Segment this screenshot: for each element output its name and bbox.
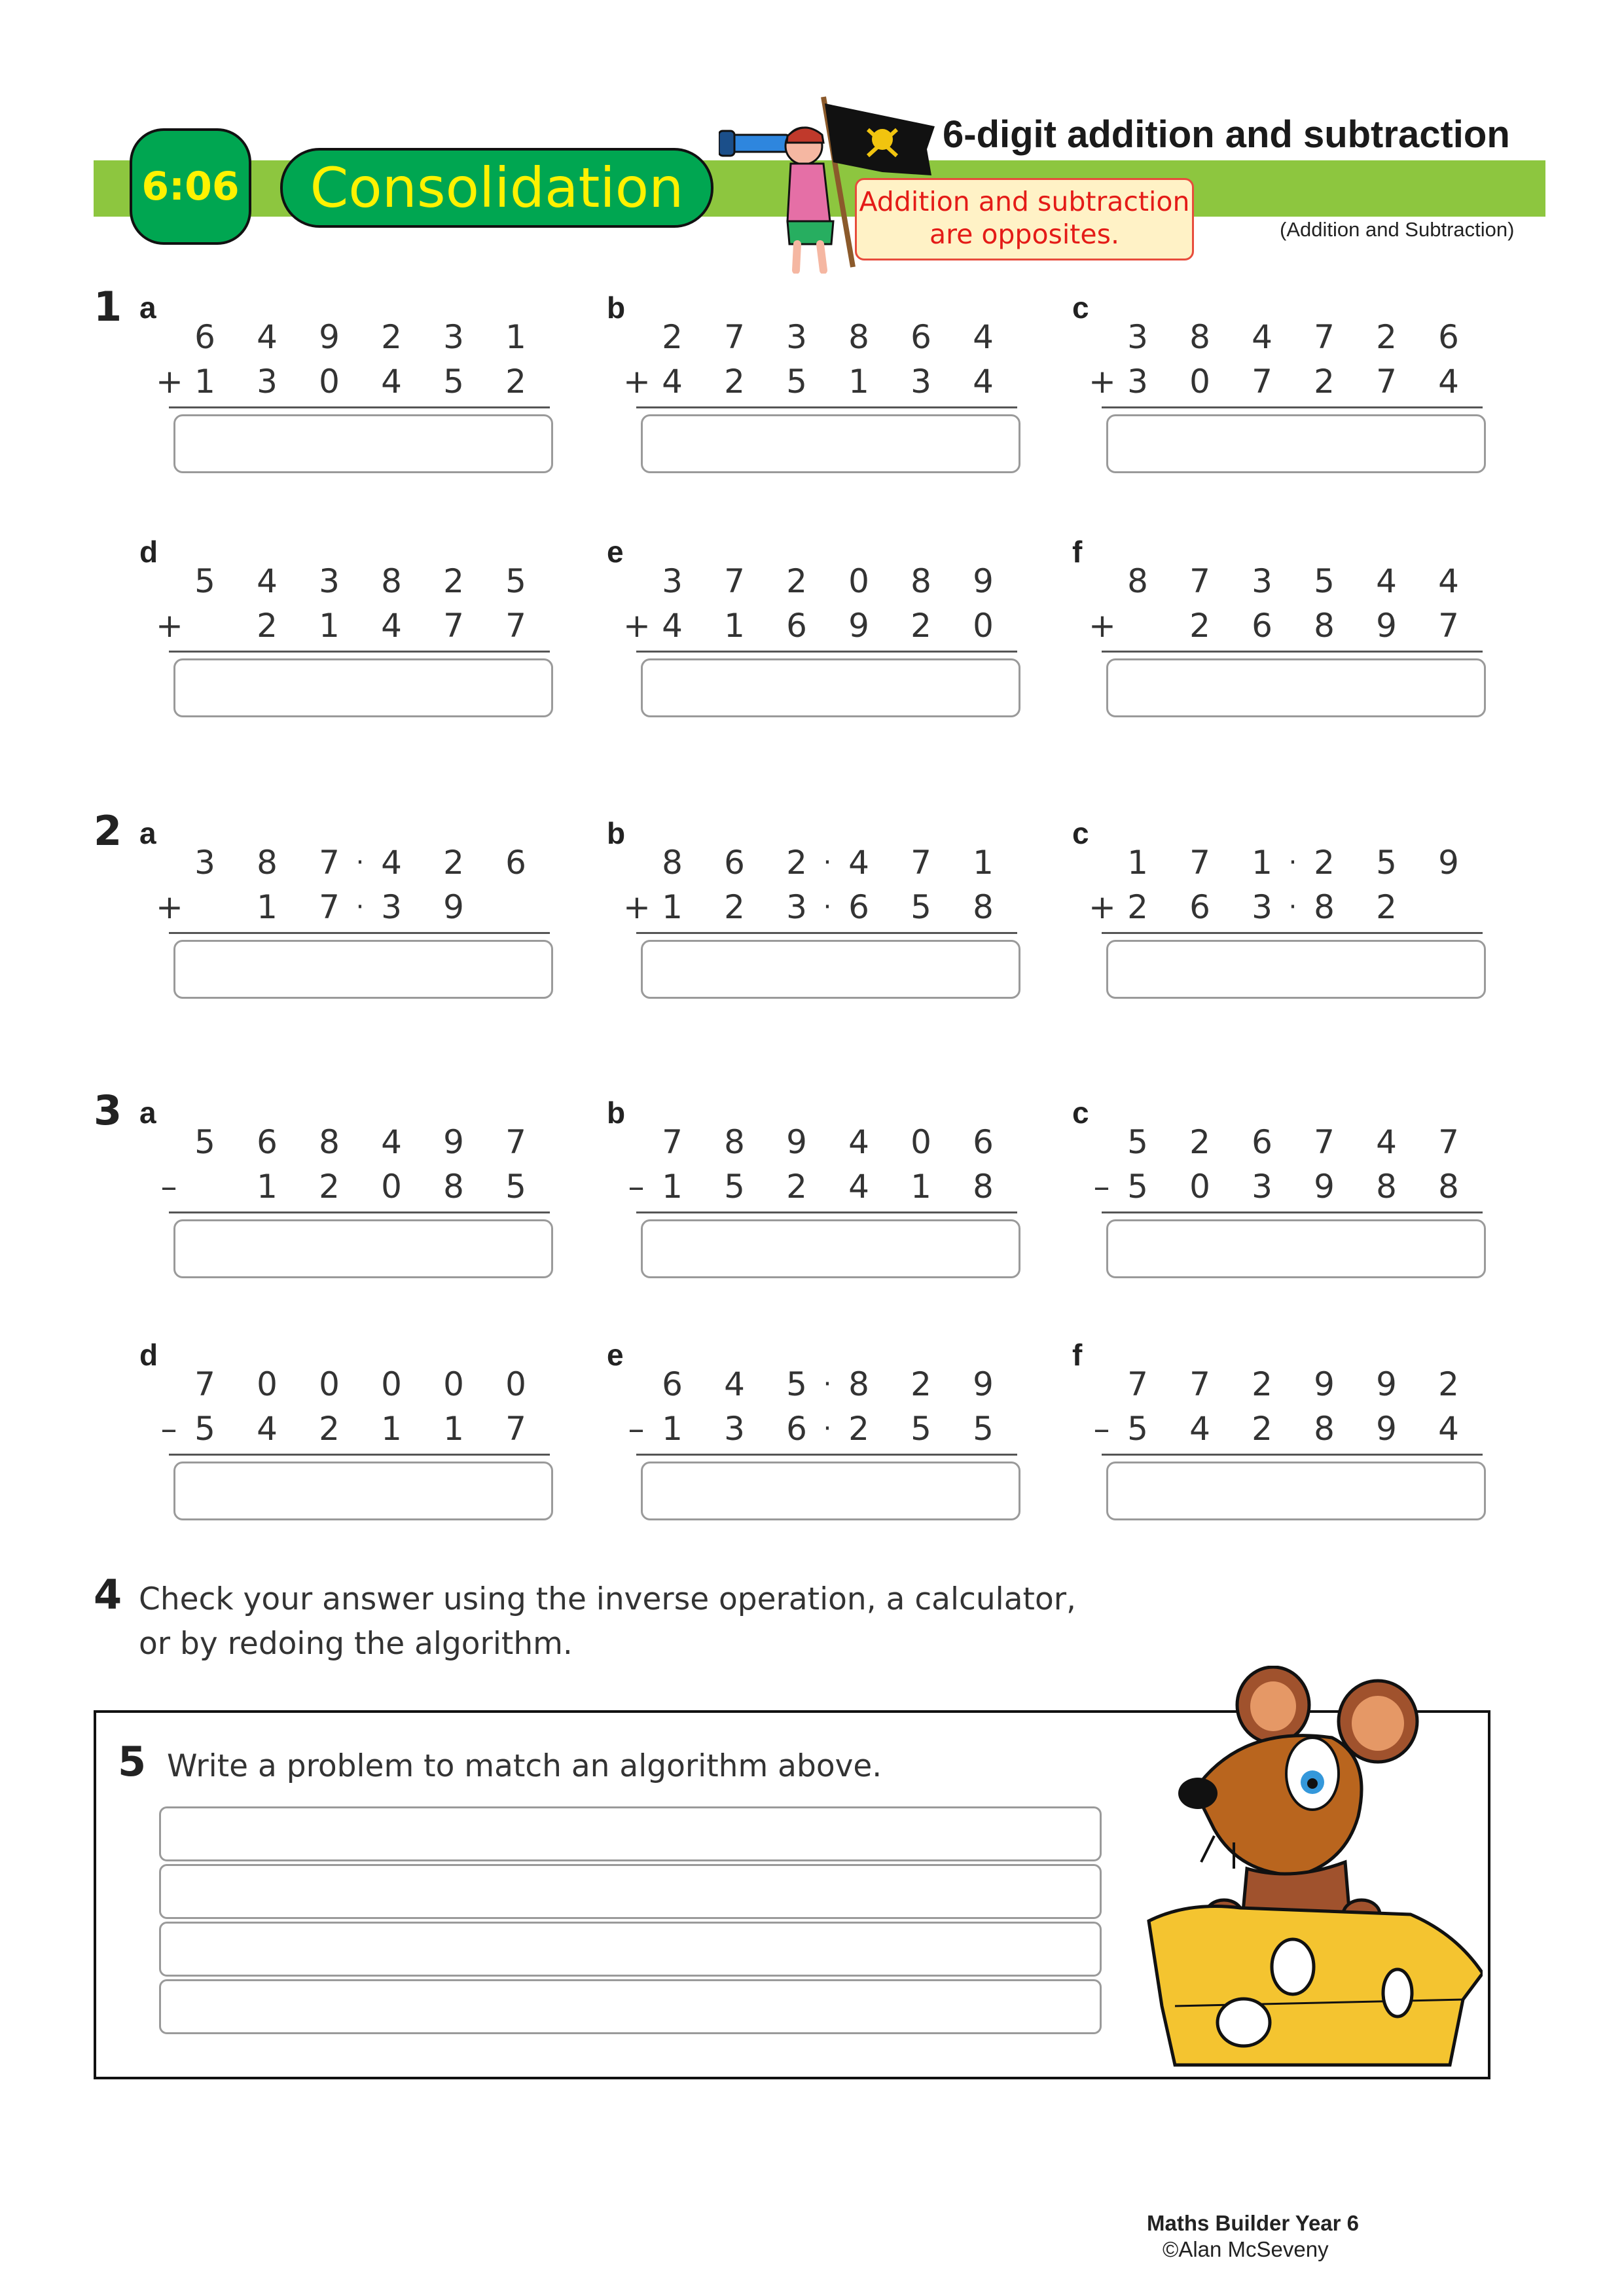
q3-part-c-top-digit: 4 — [1376, 1123, 1397, 1161]
q3-part-a-top-digit: 7 — [505, 1123, 526, 1161]
q3-part-f-top-digit: 9 — [1314, 1365, 1335, 1403]
q3-part-f-answer-box[interactable] — [1106, 1462, 1486, 1520]
q3-part-a-top-digit: 4 — [381, 1123, 402, 1161]
q2-part-c-top-digit: 5 — [1376, 844, 1397, 882]
q3-part-a-label: a — [139, 1096, 156, 1130]
q1-part-d-bottom-digit: 1 — [319, 607, 340, 645]
q2-part-b-rule — [636, 932, 1017, 934]
q1-part-a-bottom-digit: 4 — [381, 363, 402, 401]
q2-part-b-bottom-digit: 6 — [848, 888, 869, 926]
q1-part-a-operator: + — [156, 363, 183, 401]
q2-part-a-bottom-digit: 7 — [319, 888, 340, 926]
q1-part-d-top-digit: 2 — [443, 562, 464, 600]
q3-part-a-top-digit: 9 — [443, 1123, 464, 1161]
q1-part-c-bottom-digit: 0 — [1189, 363, 1210, 401]
q3-part-f-top-digit: 2 — [1438, 1365, 1459, 1403]
q3-part-e-top-digit: 6 — [662, 1365, 683, 1403]
q3-part-d-label: d — [139, 1338, 158, 1372]
q3-part-b-top-digit: 4 — [848, 1123, 869, 1161]
q3-part-c-bottom-digit: 9 — [1314, 1168, 1335, 1206]
q1-part-b-operator: + — [623, 363, 651, 401]
question-4-number: 4 — [94, 1571, 122, 1619]
q2-part-c-top-decimal-point: · — [1288, 848, 1297, 878]
q2-part-c-rule — [1102, 932, 1483, 934]
q1-part-a-top-digit: 6 — [194, 318, 215, 356]
q1-part-a-label: a — [139, 291, 156, 325]
q2-part-b-top-digit: 6 — [724, 844, 745, 882]
q1-part-e-operator: + — [623, 607, 651, 645]
q1-part-e-answer-box[interactable] — [641, 658, 1020, 717]
q1-part-a-bottom-digit: 3 — [257, 363, 278, 401]
footer-copyright: ©Alan McSeveny — [1163, 2237, 1329, 2261]
q3-part-e-rule — [636, 1454, 1017, 1456]
q3-part-d-top-digit: 0 — [319, 1365, 340, 1403]
q3-part-a-top-digit: 5 — [194, 1123, 215, 1161]
q3-part-b-top-digit: 8 — [724, 1123, 745, 1161]
q3-part-c-bottom-digit: 8 — [1376, 1168, 1397, 1206]
q3-part-f-top-digit: 2 — [1252, 1365, 1272, 1403]
q2-part-c-answer-box[interactable] — [1106, 940, 1486, 999]
q1-part-b-top-digit: 2 — [662, 318, 683, 356]
q2-part-c-bottom-digit: 2 — [1376, 888, 1397, 926]
q3-part-a-bottom-digit: 2 — [319, 1168, 340, 1206]
q1-part-c-top-digit: 4 — [1252, 318, 1272, 356]
q1-part-e-top-digit: 7 — [724, 562, 745, 600]
q1-part-f-top-digit: 7 — [1189, 562, 1210, 600]
q3-part-c-top-digit: 2 — [1189, 1123, 1210, 1161]
q3-part-d-top-digit: 0 — [381, 1365, 402, 1403]
page-title: Consolidation — [280, 148, 713, 228]
q2-part-c-top-digit: 7 — [1189, 844, 1210, 882]
q1-part-a-answer-box[interactable] — [173, 414, 553, 473]
q1-part-d-bottom-digit: 7 — [443, 607, 464, 645]
q1-part-b-top-digit: 6 — [911, 318, 931, 356]
q1-part-a-top-digit: 1 — [505, 318, 526, 356]
mouse-in-cheese-illustration — [1136, 1666, 1483, 2072]
answer-line-2[interactable] — [159, 1864, 1102, 1919]
q3-part-e-bottom-digit: 5 — [911, 1410, 931, 1448]
q3-part-b-answer-box[interactable] — [641, 1219, 1020, 1278]
q2-part-a-bottom-decimal-point: · — [355, 892, 365, 922]
q1-part-f-top-digit: 3 — [1252, 562, 1272, 600]
q1-part-c-label: c — [1072, 291, 1089, 325]
q3-part-e-top-digit: 5 — [786, 1365, 807, 1403]
q2-part-c-bottom-digit: 3 — [1252, 888, 1272, 926]
q2-part-c-bottom-decimal-point: · — [1288, 892, 1297, 922]
q1-part-c-operator: + — [1089, 363, 1116, 401]
q2-part-b-bottom-decimal-point: · — [823, 892, 832, 922]
q1-part-d-top-digit: 8 — [381, 562, 402, 600]
q3-part-c-bottom-digit: 8 — [1438, 1168, 1459, 1206]
q3-part-c-rule — [1102, 1211, 1483, 1213]
q1-part-b-answer-box[interactable] — [641, 414, 1020, 473]
q3-part-c-top-digit: 5 — [1127, 1123, 1148, 1161]
q1-part-e-top-digit: 3 — [662, 562, 683, 600]
q3-part-f-top-digit: 9 — [1376, 1365, 1397, 1403]
q1-part-f-top-digit: 4 — [1376, 562, 1397, 600]
q1-part-c-top-digit: 6 — [1438, 318, 1459, 356]
q1-part-f-top-digit: 5 — [1314, 562, 1335, 600]
q3-part-c-bottom-digit: 0 — [1189, 1168, 1210, 1206]
q1-part-d-top-digit: 5 — [194, 562, 215, 600]
q1-part-b-label: b — [607, 291, 626, 325]
question-4-text — [139, 1577, 1076, 1666]
q1-part-f-bottom-digit: 8 — [1314, 607, 1335, 645]
q1-part-b-rule — [636, 406, 1017, 408]
q3-part-b-top-digit: 9 — [786, 1123, 807, 1161]
q1-part-e-top-digit: 9 — [973, 562, 994, 600]
question-1-number: 1 — [94, 283, 122, 331]
q3-part-f-bottom-digit: 4 — [1189, 1410, 1210, 1448]
q1-part-e-top-digit: 2 — [786, 562, 807, 600]
footer-book-title: Maths Builder Year 6 — [1147, 2211, 1360, 2235]
q3-part-e-top-decimal-point: · — [823, 1369, 832, 1399]
lesson-code: 6:06 — [130, 128, 251, 245]
q1-part-f-answer-box[interactable] — [1106, 658, 1486, 717]
q2-part-c-top-digit: 2 — [1314, 844, 1335, 882]
q1-part-f-bottom-digit: 7 — [1438, 607, 1459, 645]
q3-part-b-bottom-digit: 4 — [848, 1168, 869, 1206]
q1-part-f-bottom-digit: 2 — [1189, 607, 1210, 645]
q1-part-b-bottom-digit: 5 — [786, 363, 807, 401]
q3-part-d-bottom-digit: 7 — [505, 1410, 526, 1448]
q1-part-a-bottom-digit: 2 — [505, 363, 526, 401]
q1-part-c-rule — [1102, 406, 1483, 408]
tip-line-1: Addition and subtraction — [859, 186, 1190, 217]
q1-part-b-top-digit: 7 — [724, 318, 745, 356]
q1-part-f-rule — [1102, 651, 1483, 653]
q3-part-f-top-digit: 7 — [1127, 1365, 1148, 1403]
q3-part-e-top-digit: 9 — [973, 1365, 994, 1403]
q2-part-a-label: a — [139, 816, 156, 850]
q2-part-c-bottom-digit: 6 — [1189, 888, 1210, 926]
q3-part-e-answer-box[interactable] — [641, 1462, 1020, 1520]
q2-part-a-top-digit: 4 — [381, 844, 402, 882]
q3-part-b-top-digit: 7 — [662, 1123, 683, 1161]
q2-part-b-bottom-digit: 3 — [786, 888, 807, 926]
q2-part-b-bottom-digit: 5 — [911, 888, 931, 926]
q3-part-e-top-digit: 2 — [911, 1365, 931, 1403]
q1-part-f-top-digit: 8 — [1127, 562, 1148, 600]
q3-part-d-bottom-digit: 1 — [381, 1410, 402, 1448]
q1-part-b-bottom-digit: 2 — [724, 363, 745, 401]
q3-part-e-bottom-digit: 3 — [724, 1410, 745, 1448]
q2-part-c-operator: + — [1089, 888, 1116, 926]
q3-part-b-bottom-digit: 5 — [724, 1168, 745, 1206]
q2-part-b-label: b — [607, 816, 626, 850]
q2-part-a-bottom-digit: 3 — [381, 888, 402, 926]
q3-part-f-bottom-digit: 4 — [1438, 1410, 1459, 1448]
q2-part-b-bottom-digit: 8 — [973, 888, 994, 926]
q1-part-e-top-digit: 8 — [911, 562, 931, 600]
q3-part-d-bottom-digit: 1 — [443, 1410, 464, 1448]
question-2-number: 2 — [94, 807, 122, 855]
q2-part-b-operator: + — [623, 888, 651, 926]
q1-part-c-top-digit: 3 — [1127, 318, 1148, 356]
q1-part-e-bottom-digit: 9 — [848, 607, 869, 645]
q1-part-d-top-digit: 4 — [257, 562, 278, 600]
q1-part-a-top-digit: 4 — [257, 318, 278, 356]
q3-part-a-operator: – — [160, 1168, 177, 1206]
q3-part-d-bottom-digit: 4 — [257, 1410, 278, 1448]
q1-part-c-bottom-digit: 4 — [1438, 363, 1459, 401]
q2-part-b-top-digit: 4 — [848, 844, 869, 882]
q1-part-f-bottom-digit: 9 — [1376, 607, 1397, 645]
q3-part-b-bottom-digit: 1 — [911, 1168, 931, 1206]
q3-part-c-answer-box[interactable] — [1106, 1219, 1486, 1278]
q1-part-c-bottom-digit: 7 — [1376, 363, 1397, 401]
q1-part-d-top-digit: 3 — [319, 562, 340, 600]
q3-part-f-bottom-digit: 8 — [1314, 1410, 1335, 1448]
q1-part-a-bottom-digit: 5 — [443, 363, 464, 401]
q3-part-f-label: f — [1072, 1338, 1083, 1372]
q3-part-a-bottom-digit: 1 — [257, 1168, 278, 1206]
topic-heading: 6-digit addition and subtraction — [943, 113, 1510, 156]
q3-part-b-label: b — [607, 1096, 626, 1130]
q3-part-e-bottom-decimal-point: · — [823, 1414, 832, 1444]
question-3-number: 3 — [94, 1086, 122, 1134]
q3-part-a-bottom-digit: 8 — [443, 1168, 464, 1206]
q1-part-f-label: f — [1072, 535, 1083, 569]
q3-part-e-top-digit: 4 — [724, 1365, 745, 1403]
q2-part-c-label: c — [1072, 816, 1089, 850]
q1-part-a-bottom-digit: 0 — [319, 363, 340, 401]
q3-part-d-bottom-digit: 5 — [194, 1410, 215, 1448]
q1-part-a-rule — [169, 406, 550, 408]
q3-part-d-top-digit: 0 — [257, 1365, 278, 1403]
q3-part-c-bottom-digit: 3 — [1252, 1168, 1272, 1206]
q2-part-c-top-digit: 1 — [1127, 844, 1148, 882]
q3-part-c-bottom-digit: 5 — [1127, 1168, 1148, 1206]
q1-part-d-operator: + — [156, 607, 183, 645]
answer-line-4[interactable] — [159, 1979, 1102, 2034]
q2-part-b-top-digit: 2 — [786, 844, 807, 882]
q1-part-c-answer-box[interactable] — [1106, 414, 1486, 473]
q3-part-c-top-digit: 7 — [1314, 1123, 1335, 1161]
q3-part-b-rule — [636, 1211, 1017, 1213]
q1-part-b-top-digit: 3 — [786, 318, 807, 356]
q3-part-c-label: c — [1072, 1096, 1089, 1130]
q2-part-a-top-digit: 3 — [194, 844, 215, 882]
q2-part-a-bottom-digit: 1 — [257, 888, 278, 926]
q2-part-b-bottom-digit: 1 — [662, 888, 683, 926]
tip-box — [855, 178, 1194, 260]
q1-part-e-bottom-digit: 6 — [786, 607, 807, 645]
q3-part-c-top-digit: 6 — [1252, 1123, 1272, 1161]
q1-part-c-top-digit: 2 — [1376, 318, 1397, 356]
question-5-number: 5 — [118, 1738, 147, 1785]
q1-part-e-rule — [636, 651, 1017, 653]
q3-part-d-bottom-digit: 2 — [319, 1410, 340, 1448]
q2-part-b-top-digit: 8 — [662, 844, 683, 882]
q1-part-d-rule — [169, 651, 550, 653]
q1-part-e-bottom-digit: 1 — [724, 607, 745, 645]
q1-part-d-label: d — [139, 535, 158, 569]
q3-part-e-bottom-digit: 6 — [786, 1410, 807, 1448]
q2-part-b-top-decimal-point: · — [823, 848, 832, 878]
q3-part-b-top-digit: 6 — [973, 1123, 994, 1161]
q3-part-e-label: e — [607, 1338, 624, 1372]
q2-part-b-answer-box[interactable] — [641, 940, 1020, 999]
tip-line-2: are opposites. — [929, 219, 1119, 250]
question-4-line-1: Check your answer using the inverse operation, a calculator, — [139, 1581, 1076, 1617]
q1-part-e-top-digit: 0 — [848, 562, 869, 600]
q1-part-f-bottom-digit: 6 — [1252, 607, 1272, 645]
q2-part-b-top-digit: 1 — [973, 844, 994, 882]
q3-part-b-bottom-digit: 2 — [786, 1168, 807, 1206]
q1-part-a-top-digit: 2 — [381, 318, 402, 356]
q3-part-f-rule — [1102, 1454, 1483, 1456]
q1-part-e-bottom-digit: 2 — [911, 607, 931, 645]
q1-part-c-top-digit: 7 — [1314, 318, 1335, 356]
q3-part-a-bottom-digit: 0 — [381, 1168, 402, 1206]
q1-part-c-bottom-digit: 2 — [1314, 363, 1335, 401]
q3-part-f-top-digit: 7 — [1189, 1365, 1210, 1403]
q1-part-d-bottom-digit: 4 — [381, 607, 402, 645]
q2-part-c-top-digit: 1 — [1252, 844, 1272, 882]
q3-part-f-bottom-digit: 9 — [1376, 1410, 1397, 1448]
q2-part-a-bottom-digit: 9 — [443, 888, 464, 926]
q3-part-d-top-digit: 0 — [505, 1365, 526, 1403]
q1-part-f-top-digit: 4 — [1438, 562, 1459, 600]
q1-part-a-top-digit: 3 — [443, 318, 464, 356]
q2-part-a-top-digit: 8 — [257, 844, 278, 882]
q3-part-b-operator: – — [628, 1168, 645, 1206]
answer-line-3[interactable] — [159, 1922, 1102, 1977]
q1-part-c-top-digit: 8 — [1189, 318, 1210, 356]
q1-part-d-bottom-digit: 7 — [505, 607, 526, 645]
q2-part-a-answer-box[interactable] — [173, 940, 553, 999]
q2-part-a-top-digit: 7 — [319, 844, 340, 882]
q2-part-c-bottom-digit: 2 — [1127, 888, 1148, 926]
q1-part-b-bottom-digit: 3 — [911, 363, 931, 401]
q1-part-b-bottom-digit: 4 — [662, 363, 683, 401]
q1-part-b-top-digit: 8 — [848, 318, 869, 356]
q2-part-a-operator: + — [156, 888, 183, 926]
q3-part-d-top-digit: 7 — [194, 1365, 215, 1403]
q3-part-e-bottom-digit: 1 — [662, 1410, 683, 1448]
q3-part-d-answer-box[interactable] — [173, 1462, 553, 1520]
q3-part-b-bottom-digit: 8 — [973, 1168, 994, 1206]
q3-part-e-bottom-digit: 2 — [848, 1410, 869, 1448]
q2-part-c-top-digit: 9 — [1438, 844, 1459, 882]
q2-part-b-bottom-digit: 2 — [724, 888, 745, 926]
q1-part-e-label: e — [607, 535, 624, 569]
question-4-line-2: or by redoing the algorithm. — [139, 1626, 573, 1662]
q3-part-c-operator: – — [1093, 1168, 1110, 1206]
q3-part-a-answer-box[interactable] — [173, 1219, 553, 1278]
q3-part-a-top-digit: 8 — [319, 1123, 340, 1161]
q1-part-e-bottom-digit: 4 — [662, 607, 683, 645]
q3-part-a-top-digit: 6 — [257, 1123, 278, 1161]
q3-part-e-top-digit: 8 — [848, 1365, 869, 1403]
q1-part-d-top-digit: 5 — [505, 562, 526, 600]
q1-part-a-top-digit: 9 — [319, 318, 340, 356]
q3-part-d-operator: – — [160, 1410, 177, 1448]
q3-part-b-top-digit: 0 — [911, 1123, 931, 1161]
q1-part-b-bottom-digit: 4 — [973, 363, 994, 401]
q2-part-a-rule — [169, 932, 550, 934]
q2-part-a-top-decimal-point: · — [355, 848, 365, 878]
q1-part-b-bottom-digit: 1 — [848, 363, 869, 401]
q3-part-a-bottom-digit: 5 — [505, 1168, 526, 1206]
q1-part-a-bottom-digit: 1 — [194, 363, 215, 401]
q1-part-f-operator: + — [1089, 607, 1116, 645]
q2-part-b-top-digit: 7 — [911, 844, 931, 882]
q2-part-c-bottom-digit: 8 — [1314, 888, 1335, 926]
q3-part-f-bottom-digit: 5 — [1127, 1410, 1148, 1448]
q3-part-c-top-digit: 7 — [1438, 1123, 1459, 1161]
q2-part-a-top-digit: 6 — [505, 844, 526, 882]
answer-line-1[interactable] — [159, 1806, 1102, 1861]
q1-part-c-bottom-digit: 7 — [1252, 363, 1272, 401]
subtopic-label: (Addition and Subtraction) — [1280, 218, 1515, 241]
q3-part-e-bottom-digit: 5 — [973, 1410, 994, 1448]
q3-part-d-rule — [169, 1454, 550, 1456]
q3-part-f-bottom-digit: 2 — [1252, 1410, 1272, 1448]
q3-part-f-operator: – — [1093, 1410, 1110, 1448]
q1-part-c-bottom-digit: 3 — [1127, 363, 1148, 401]
q2-part-a-top-digit: 2 — [443, 844, 464, 882]
q3-part-e-operator: – — [628, 1410, 645, 1448]
q3-part-d-top-digit: 0 — [443, 1365, 464, 1403]
q3-part-a-rule — [169, 1211, 550, 1213]
q1-part-b-top-digit: 4 — [973, 318, 994, 356]
q3-part-b-bottom-digit: 1 — [662, 1168, 683, 1206]
question-5-text: Write a problem to match an algorithm above. — [167, 1748, 882, 1784]
q1-part-d-bottom-digit: 2 — [257, 607, 278, 645]
q1-part-d-answer-box[interactable] — [173, 658, 553, 717]
q1-part-e-bottom-digit: 0 — [973, 607, 994, 645]
